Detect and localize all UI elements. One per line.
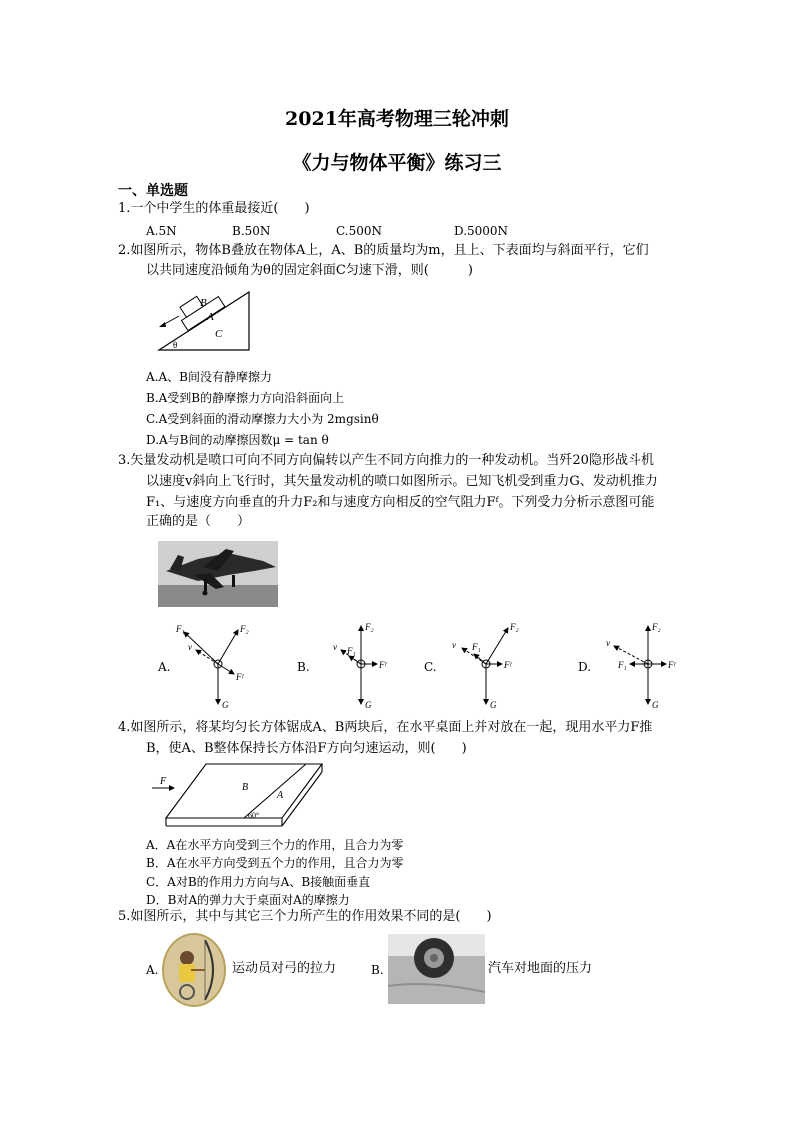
q2-option-a: A.A、B间没有静摩擦力 [146, 370, 272, 384]
q4-option-d: D．B对A的弹力大于桌面对A的摩擦力 [146, 893, 350, 907]
q1-option-d: D.5000N [454, 224, 509, 238]
q2-option-d: D.A与B间的动摩擦因数μ = tan θ [146, 433, 329, 447]
q2-stem-line2: 以共同速度沿倾角为θ的固定斜面C匀速下滑，则( ) [146, 263, 473, 278]
svg-text:v: v [606, 638, 610, 648]
q5-stem: 5.如图所示，其中与其它三个力所产生的作用效果不同的是( ) [118, 909, 492, 924]
q4-option-b: B．A在水平方向受到五个力的作用，且合力为零 [146, 856, 404, 870]
label-60deg: 60° [248, 811, 260, 820]
diag-a-ff: Fᶠ [236, 672, 244, 682]
q1-stem: 1.一个中学生的体重最接近( ) [118, 201, 310, 216]
label-a: A [277, 790, 284, 801]
label-b: B [242, 782, 249, 793]
q3-diagram-d [600, 620, 700, 712]
q3-option-d-label: D. [578, 660, 592, 674]
svg-text:F₂: F₂ [652, 622, 661, 632]
diag-a-f2: F₂ [240, 624, 249, 634]
q4-option-a: A．A在水平方向受到三个力的作用，且合力为零 [146, 838, 404, 852]
svg-text:G: G [652, 700, 659, 710]
svg-text:Fᶠ: Fᶠ [668, 660, 676, 670]
q2-incline-figure [155, 288, 255, 354]
fighter-jet-photo [158, 541, 278, 607]
label-theta: θ [173, 340, 178, 350]
q3-diagram-c [440, 620, 540, 712]
q3-stem-line3: F₁、与速度方向垂直的升力F₂和与速度方向相反的空气阻力Fᶠ。下列受力分析示意图可能 [146, 495, 655, 510]
svg-text:F₁: F₁ [347, 646, 356, 656]
q3-stem-line2: 以速度v斜向上飞行时，其矢量发动机的喷口如图所示。已知飞机受到重力G、发动机推力 [146, 474, 658, 489]
q3-stem-line1: 3.矢量发动机是喷口可向不同方向偏转以产生不同方向推力的一种发动机。当歼20隐形战斗机 [118, 453, 654, 468]
label-f: F [160, 776, 167, 787]
svg-text:v: v [333, 642, 337, 652]
label-c: C [215, 328, 223, 340]
q2-option-c: C.A受到斜面的滑动摩擦力大小为 2mgsinθ [146, 412, 379, 426]
page-subtitle: 《力与物体平衡》练习三 [292, 152, 502, 174]
q3-diagram-a [170, 620, 270, 712]
archer-photo [161, 932, 227, 1008]
q5-option-a-label: A. [146, 963, 159, 977]
q1-option-c: C.500N [336, 224, 382, 238]
diag-a-f1: F₁ [176, 624, 185, 634]
q4-block-figure [150, 760, 325, 834]
q4-stem-line1: 4.如图所示，将某均匀长方体锯成A、B两块后，在水平桌面上并对放在一起，现用水平力F推 [118, 720, 653, 735]
q3-stem-line4: 正确的是（ ） [146, 514, 251, 529]
svg-text:G: G [365, 700, 372, 710]
q2-stem-line1: 2.如图所示，物体B叠放在物体A上，A、B的质量均为m，且上、下表面均与斜面平行，它们 [118, 243, 649, 258]
q4-stem-line2: B，使A、B整体保持长方体沿F方向匀速运动，则( ) [146, 741, 467, 756]
q5-option-b-text: 汽车对地面的压力 [488, 961, 593, 976]
q3-diagram-b [315, 620, 415, 712]
q2-option-b: B.A受到B的静摩擦力方向沿斜面向上 [146, 391, 345, 405]
page-title: 2021年高考物理三轮冲刺 [285, 108, 509, 130]
svg-text:F₂: F₂ [510, 622, 519, 632]
q3-option-a-label: A. [158, 660, 171, 674]
q5-option-b-label: B. [371, 963, 384, 977]
section-heading: 一、单选题 [118, 183, 188, 199]
label-b: B [200, 297, 207, 309]
svg-text:Fᶠ: Fᶠ [504, 660, 512, 670]
q3-option-b-label: B. [297, 660, 310, 674]
car-tire-photo [388, 934, 485, 1004]
svg-text:Fᶠ: Fᶠ [379, 660, 387, 670]
q1-option-a: A.5N [146, 224, 177, 238]
label-a: A [207, 311, 214, 323]
svg-text:v: v [452, 640, 456, 650]
svg-text:F₁: F₁ [472, 642, 481, 652]
q5-option-a-text: 运动员对弓的拉力 [232, 961, 337, 976]
q4-option-c: C．A对B的作用力方向与A、B接触面垂直 [146, 875, 371, 889]
svg-text:F₁: F₁ [618, 660, 627, 670]
svg-text:F₂: F₂ [365, 622, 374, 632]
diag-a-g: G [222, 700, 229, 710]
q1-option-b: B.50N [232, 224, 271, 238]
q3-option-c-label: C. [424, 660, 437, 674]
diag-a-v: v [188, 642, 192, 652]
svg-text:G: G [490, 700, 497, 710]
